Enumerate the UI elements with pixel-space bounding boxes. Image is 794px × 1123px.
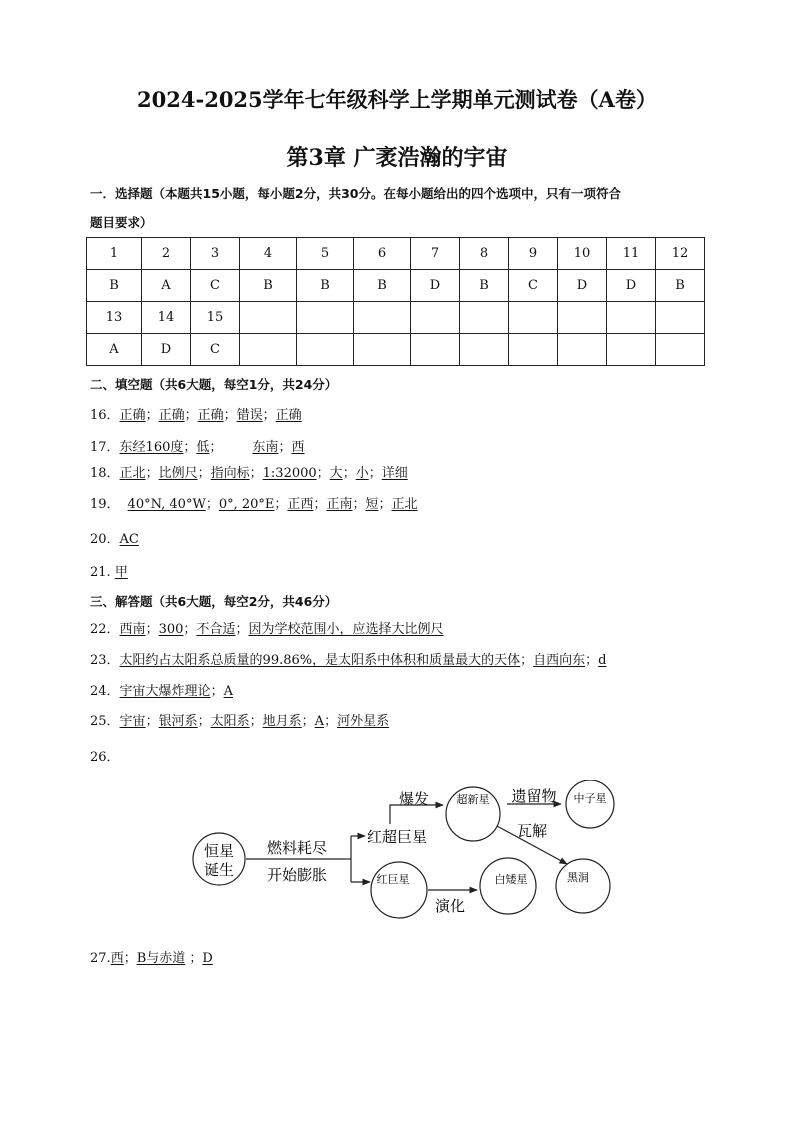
question-number: 25． — [90, 714, 120, 729]
table-cell: A — [142, 270, 191, 302]
table-cell: 6 — [354, 238, 411, 270]
section3-heading: 三、解答题（共6大题，每空2分，共46分） — [90, 594, 338, 609]
remnant-label: 遗留物 — [511, 787, 557, 805]
table-cell: B — [354, 270, 411, 302]
start-expand-label: 开始膨胀 — [266, 866, 328, 884]
answer: 太阳约占太阳系总质量的99.86%，是太阳系中体积和质量最大的天体 — [119, 653, 521, 668]
table-cell: C — [191, 334, 240, 366]
answer-line-20 — [90, 528, 139, 547]
question-number: 24． — [90, 684, 120, 699]
answer: 正南 — [326, 497, 353, 512]
answer: d — [598, 653, 607, 668]
answer: 详细 — [381, 466, 408, 481]
question-number: 22． — [90, 622, 120, 637]
section1-heading: 一．选择题（本题共15小题，每小题2分，共30分。在每小题给出的四个选项中，只有一项符合 — [90, 186, 621, 201]
question-number: 23． — [90, 653, 120, 668]
question-number: 16． — [90, 408, 120, 423]
question-number: 19． — [90, 497, 120, 512]
table-cell — [411, 302, 460, 334]
answer: 甲 — [114, 565, 128, 580]
table-cell: A — [87, 334, 142, 366]
black-hole-label: 黑洞 — [567, 871, 589, 884]
table-row — [87, 238, 705, 270]
question-number: 21. — [90, 565, 115, 580]
answer: 宇宙大爆炸理论 — [119, 684, 211, 699]
table-cell — [411, 334, 460, 366]
table-cell — [354, 334, 411, 366]
star-birth-label: 诞生 — [203, 861, 235, 879]
table-cell — [558, 302, 607, 334]
table-cell: 1 — [87, 238, 142, 270]
table-cell: 2 — [142, 238, 191, 270]
answer: A — [314, 714, 325, 729]
answer-line-26 — [90, 746, 120, 765]
question-number: 20． — [90, 532, 120, 547]
answer-line-22: 22．西南；300；不合适；因为学校范围小，应选择大比例尺 — [90, 622, 444, 637]
white-dwarf-node — [480, 858, 536, 914]
answer: 正确 — [119, 408, 146, 423]
table-cell — [460, 302, 509, 334]
answer: 银河系 — [158, 714, 198, 729]
table-cell — [509, 334, 558, 366]
answer: 地月系 — [262, 714, 302, 729]
question-number: 18． — [90, 466, 120, 481]
answer: 1:32000 — [262, 466, 317, 481]
white-dwarf-label: 白矮星 — [494, 873, 528, 886]
answer: 大 — [329, 466, 343, 481]
answer-line-16: 16．正确；正确；正确；错误；正确 — [90, 408, 302, 423]
neutron-star-label: 中子星 — [573, 792, 607, 805]
red-giant-node — [371, 862, 427, 918]
table-cell — [240, 334, 297, 366]
answer: 比例尺 — [158, 466, 198, 481]
table-cell: B — [656, 270, 705, 302]
table-cell — [607, 302, 656, 334]
table-cell — [558, 334, 607, 366]
answer: 西 — [110, 951, 124, 966]
answer: D — [202, 951, 213, 966]
table-cell: 12 — [656, 238, 705, 270]
answer: AC — [119, 532, 139, 547]
chapter-subtitle: 第3章 广袤浩瀚的宇宙 — [286, 145, 508, 171]
answer: 小 — [355, 466, 369, 481]
answer: 西南 — [119, 622, 146, 637]
answer-line-17: 17．东经160度；低； 东南；西 — [90, 440, 305, 455]
answer-line-19: 19． 40°N, 40°W；0°, 20°E；正西；正南；短；正北 — [90, 497, 418, 512]
answer: 自西向东 — [533, 653, 586, 668]
table-cell: D — [142, 334, 191, 366]
answer: 太阳系 — [210, 714, 250, 729]
question-number: 26． — [90, 750, 120, 765]
collapse-label: 瓦解 — [517, 822, 548, 840]
answer: 短 — [365, 497, 379, 512]
table-cell — [656, 302, 705, 334]
table-cell: 3 — [191, 238, 240, 270]
answer: 不合适 — [196, 622, 236, 637]
table-cell: 5 — [297, 238, 354, 270]
black-hole-node — [556, 859, 610, 913]
burst-label: 爆发 — [399, 790, 430, 808]
star-evolution-diagram — [185, 780, 615, 925]
table-cell: 15 — [191, 302, 240, 334]
table-cell — [354, 302, 411, 334]
answer: 40°N, 40°W — [127, 497, 206, 512]
supernova-label: 超新星 — [456, 793, 490, 806]
answer: A — [223, 684, 233, 699]
table-cell: 14 — [142, 302, 191, 334]
table-row — [87, 334, 705, 366]
table-cell: 11 — [607, 238, 656, 270]
answer: 正确 — [197, 408, 224, 423]
answer: 河外星系 — [337, 714, 390, 729]
red-giant-label: 红巨星 — [376, 873, 410, 886]
table-cell — [240, 302, 297, 334]
answer-line-23: 23．太阳约占太阳系总质量的99.86%，是太阳系中体积和质量最大的天体；自西向东；d — [90, 653, 607, 668]
answer: 东南 — [252, 440, 279, 455]
answer-line-25: 25．宇宙；银河系；太阳系；地月系；A；河外星系 — [90, 714, 390, 729]
table-cell: 4 — [240, 238, 297, 270]
question-number: 17． — [90, 440, 120, 455]
evolve-label: 演化 — [434, 897, 466, 915]
answer: 指向标 — [210, 466, 250, 481]
table-cell: 8 — [460, 238, 509, 270]
answer: 因为学校范围小，应选择大比例尺 — [248, 622, 444, 637]
section2-heading: 二、填空题（共6大题，每空1分，共24分） — [90, 377, 338, 392]
question-number: 27. — [90, 951, 111, 966]
table-cell: B — [460, 270, 509, 302]
answer-line-21 — [90, 561, 128, 580]
answer-line-24: 24．宇宙大爆炸理论；A — [90, 684, 233, 699]
answer: 宇宙 — [119, 714, 146, 729]
answer-line-18: 18．正北；比例尺；指向标；1:32000；大；小；详细 — [90, 466, 408, 481]
star-birth-label: 恒星 — [203, 842, 235, 860]
table-cell: 10 — [558, 238, 607, 270]
page-title: 2024-2025学年七年级科学上学期单元测试卷（A卷） — [137, 87, 657, 112]
table-cell — [656, 334, 705, 366]
answer: 西 — [291, 440, 305, 455]
answer: 错误 — [236, 408, 263, 423]
table-cell: D — [558, 270, 607, 302]
answer: 正西 — [287, 497, 314, 512]
table-cell: B — [240, 270, 297, 302]
table-cell — [460, 334, 509, 366]
table-cell — [607, 334, 656, 366]
table-row — [87, 302, 705, 334]
table-row — [87, 270, 705, 302]
table-cell: D — [607, 270, 656, 302]
answer: 300 — [158, 622, 184, 637]
fuel-exhausted-label: 燃料耗尽 — [266, 839, 328, 857]
answer: 东经160度 — [119, 440, 184, 455]
table-cell: 7 — [411, 238, 460, 270]
table-cell: B — [297, 270, 354, 302]
table-cell: B — [87, 270, 142, 302]
answer: 正确 — [158, 408, 185, 423]
answer-line-27: 27.西；B与赤道 ；D — [90, 951, 213, 966]
table-cell — [297, 334, 354, 366]
section1-heading-cont: 题目要求） — [90, 215, 153, 230]
red-supergiant-label: 红超巨星 — [367, 828, 428, 846]
answer: 低 — [196, 440, 210, 455]
answer: 正北 — [119, 466, 146, 481]
table-cell: D — [411, 270, 460, 302]
answer: B与赤道 — [136, 951, 186, 966]
answer: 正北 — [391, 497, 418, 512]
table-cell — [297, 302, 354, 334]
table-cell: C — [191, 270, 240, 302]
answer: 0°, 20°E — [218, 497, 275, 512]
answer-table — [86, 237, 705, 366]
answer: 正确 — [275, 408, 302, 423]
table-cell: 9 — [509, 238, 558, 270]
table-cell — [509, 302, 558, 334]
table-cell: 13 — [87, 302, 142, 334]
table-cell: C — [509, 270, 558, 302]
